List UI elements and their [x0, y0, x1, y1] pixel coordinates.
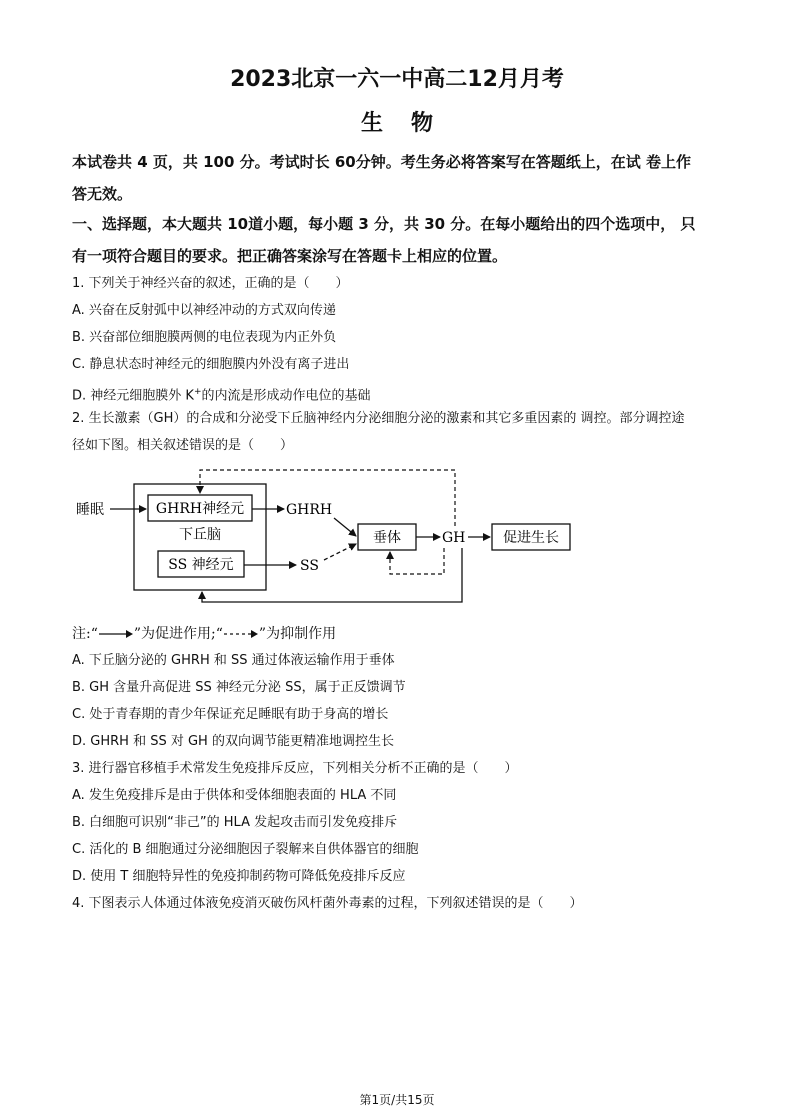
legend-inhibit: ”为抑制作用 [258, 626, 337, 642]
q3-option-c: C. 活化的 B 细胞通过分泌细胞因子裂解来自供体器官的细胞 [72, 842, 419, 857]
ghrh-neuron-label: GHRH神经元 [155, 501, 245, 517]
q1-option-d-pre: D. 神经元细胞膜外 K [72, 388, 194, 404]
legend-solid-arrow-icon [98, 629, 134, 639]
hypothalamus-label: 下丘脑 [179, 527, 221, 543]
page-number: 第1页/共15页 [359, 1093, 435, 1107]
promote-growth-label: 促进生长 [503, 530, 559, 546]
q2-option-b: B. GH 含量升高促进 SS 神经元分泌 SS，属于正反馈调节 [72, 680, 406, 695]
q2-stem-line-1: 2. 生长激素（GH）的合成和分泌受下丘脑神经内分泌细胞分泌的激素和其它多重因素的 调控。部分调控途 [72, 411, 685, 426]
section-heading-line-2: 有一项符合题目的要求。把正确答案涂写在答题卡上相应的位置。 [72, 247, 508, 265]
exam-title: 2023北京一六一中高二12月月考 [230, 67, 564, 92]
q3-option-b: B. 白细胞可识别“非己”的 HLA 发起攻击而引发免疫排斥 [72, 815, 398, 830]
q3-option-d: D. 使用 T 细胞特异性的免疫抑制药物可降低免疫排斥反应 [72, 869, 406, 884]
legend-prefix: 注:“ [72, 626, 98, 642]
q1-option-d [72, 383, 732, 405]
subject-title: 生物 [360, 111, 461, 136]
instructions-line-2: 答无效。 [72, 185, 133, 203]
q2-option-d: D. GHRH 和 SS 对 GH 的双向调节能更精准地调控生长 [72, 734, 394, 749]
q1-stem: 1. 下列关于神经兴奋的叙述，正确的是（ ） [72, 276, 349, 291]
ss-neuron-label: SS 神经元 [168, 557, 234, 573]
q4-stem: 4. 下图表示人体通过体液免疫消灭破伤风杆菌外毒素的过程，下列叙述错误的是（ ） [72, 896, 583, 911]
q1-option-b: B. 兴奋部位细胞膜两侧的电位表现为内正外负 [72, 330, 337, 345]
q2-option-c: C. 处于青春期的青少年保证充足睡眠有助于身高的增长 [72, 707, 389, 722]
ghrh-label: GHRH [286, 502, 333, 518]
instructions-line-1: 本试卷共 4 页，共 100 分。考试时长 60分钟。考生务必将答案写在答题纸上，在试 卷上作 [72, 153, 691, 171]
q2-stem-line-2: 径如下图。相关叙述错误的是（ ） [72, 438, 294, 453]
q1-option-a: A. 兴奋在反射弧中以神经冲动的方式双向传递 [72, 303, 336, 318]
ss-to-pituitary-arrow [324, 544, 356, 560]
q1-option-d-post: 的内流是形成动作电位的基础 [201, 388, 371, 404]
gh-label: GH [442, 530, 466, 546]
ghrh-to-pituitary-arrow [334, 518, 356, 536]
section-heading-line-1: 一、选择题，本大题共 10道小题，每小题 3 分，共 30 分。在每小题给出的四个选项中， 只 [72, 215, 696, 233]
diagram-legend [72, 623, 336, 643]
q3-stem: 3. 进行器官移植手术常发生免疫排斥反应，下列相关分析不正确的是（ ） [72, 761, 518, 776]
q1-option-d-sup: + [193, 387, 202, 397]
gh-to-pituitary-inhibit-feedback [390, 548, 444, 574]
ss-label: SS [300, 558, 319, 574]
q2-option-a: A. 下丘脑分泌的 GHRH 和 SS 通过体液运输作用于垂体 [72, 653, 395, 668]
q1-option-c: C. 静息状态时神经元的细胞膜内外没有离子进出 [72, 357, 350, 372]
sleep-label: 睡眠 [76, 502, 104, 518]
legend-dashed-arrow-icon [223, 629, 259, 639]
q3-option-a: A. 发生免疫排斥是由于供体和受体细胞表面的 HLA 不同 [72, 788, 397, 803]
gh-regulation-diagram [72, 462, 592, 612]
legend-promote: ”为促进作用;“ [133, 626, 223, 642]
pituitary-label: 垂体 [373, 530, 401, 546]
